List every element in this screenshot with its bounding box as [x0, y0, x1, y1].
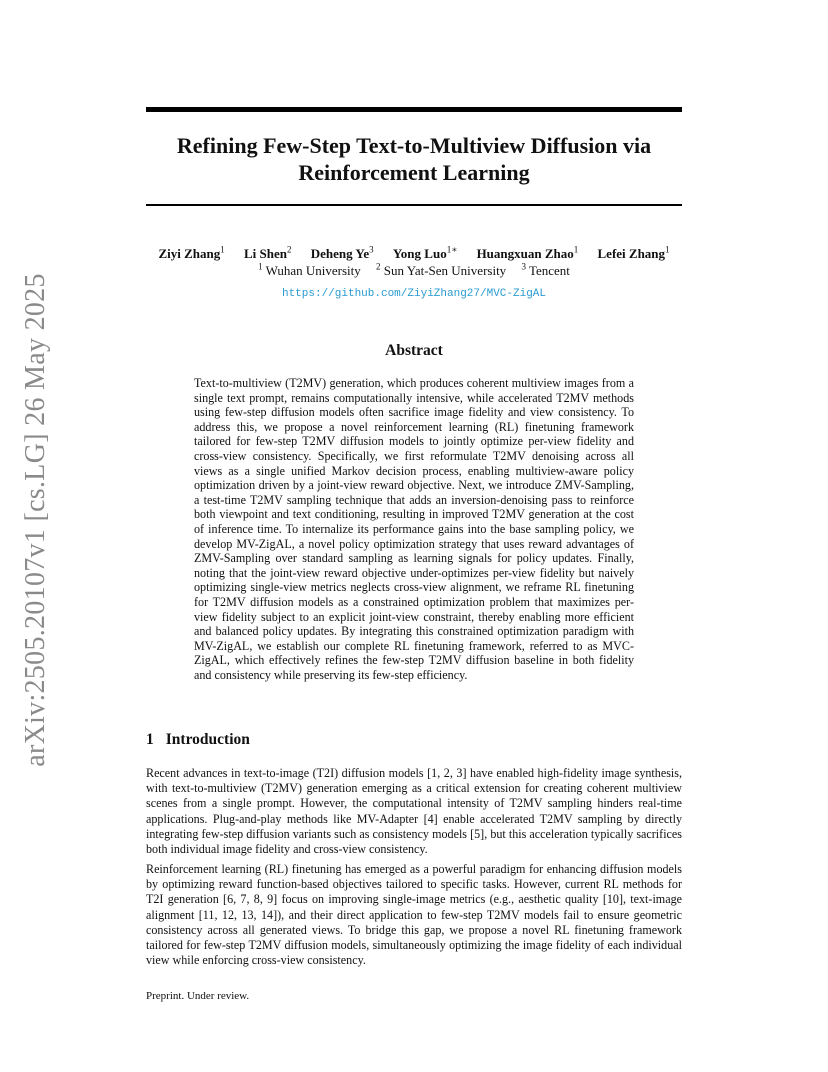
paper-title-line-2: Reinforcement Learning	[298, 160, 530, 185]
author: Deheng Ye$^3$	[310, 245, 374, 262]
abstract-heading: Abstract	[385, 342, 443, 359]
author: Huangxuan Zhao$^1$	[476, 245, 579, 262]
affiliation: $^1$ Wuhan University	[258, 262, 361, 279]
paper-title-line-1: Refining Few-Step Text-to-Multiview Diffusion via	[176, 133, 652, 158]
title-rule-top	[146, 107, 682, 112]
repo-link[interactable]: https://github.com/ZiyiZhang27/MVC-ZigAL	[281, 288, 547, 300]
arxiv-stamp	[20, 273, 52, 767]
author: Li Shen$^2$	[243, 245, 292, 262]
abstract-body: Text-to-multiview (T2MV) generation, which produces coherent multiview images from a single text prompt, remains computationally intensive, while accelerated T2MV methods using few-step diffusion models often sacrifice image fidelity and view consistency. To address this, we propose a novel reinforcement learning (RL) finetuning framework tailored for few-step T2MV diffusion models to jointly optimize per-view fidelity and cross-view consistency. Specifically, we first reformulate T2MV denoising across all views as a single unified Markov decision process, enabling multiview-aware policy optimization driven by a joint-view reward objective. Next, we introduce ZMV-Sampling, a test-time T2MV sampling technique that adds an inversion-denoising pass to reinforce both viewpoint and text conditioning, resulting in improved T2MV generation at the cost of inference time. To internalize its performance gains into the base sampling policy, we develop MV-ZigAL, a novel policy optimization strategy that uses reward advantages of ZMV-Sampling over standard sampling as learning signals for policy updates. Finally, noting that the joint-view reward objective under-optimizes per-view fidelity but naively optimizing single-view metrics neglects cross-view alignment, we reframe RL finetuning for T2MV diffusion models as a constrained optimization problem that maximizes per-view fidelity subject to an explicit joint-view constraint, thereby enabling more efficient and balanced policy updates. By integrating this constrained optimization paradigm with MV-ZigAL, we establish our complete RL finetuning framework, referred to as MVC-ZigAL, which effectively refines the few-step T2MV diffusion baseline in both fidelity and consistency while preserving its few-step efficiency.	[194, 376, 634, 682]
affiliation: $^2$ Sun Yat-Sen University	[376, 262, 507, 279]
author: Yong Luo$^{1∗}$	[392, 245, 458, 262]
section-title: Introduction	[165, 731, 250, 748]
author: Ziyi Zhang$^1$	[158, 245, 225, 262]
section-heading-introduction	[146, 731, 250, 749]
footer-note: Preprint. Under review.	[146, 990, 250, 1002]
intro-paragraph-2: Reinforcement learning (RL) finetuning has emerged as a powerful paradigm for enhancing diffusion models by optimizing reward function-based objectives tailored to specific tasks. However, current RL methods for T2I generation [6, 7, 8, 9] focus on improving single-image metrics (e.g., aesthetic quality [10], text-image alignment [11, 12, 13, 14]), and their direct application to few-step T2MV models fail to ensure geometric consistency across all generated views. To bridge this gap, we propose a novel RL finetuning framework tailored for few-step T2MV diffusion models, simultaneously optimizing the image fidelity of each individual view while enforcing cross-view consistency.	[146, 862, 682, 968]
paper-title	[146, 132, 682, 186]
intro-paragraph-1: Recent advances in text-to-image (T2I) diffusion models [1, 2, 3] have enabled high-fidelity image synthesis, with text-to-multiview (T2MV) generation emerging as a critical extension for creating coherent multiview scenes from a single prompt. However, the computational intensity of T2MV sampling hinders real-time applications. Plug-and-play methods like MV-Adapter [4] enable accelerated T2MV sampling by directly integrating few-step diffusion variants such as consistency models [5], but this acceleration typically sacrifices both individual image fidelity and cross-view consistency.	[146, 766, 682, 857]
title-rule-bottom	[146, 204, 682, 206]
affiliation: $^3$ Tencent	[521, 262, 570, 279]
section-number: 1	[146, 731, 154, 748]
arxiv-stamp-text: arXiv:2505.20107v1 [cs.LG] 26 May 2025	[20, 273, 51, 767]
author: Lefei Zhang$^1$	[597, 245, 670, 262]
affiliation-list	[146, 259, 682, 279]
